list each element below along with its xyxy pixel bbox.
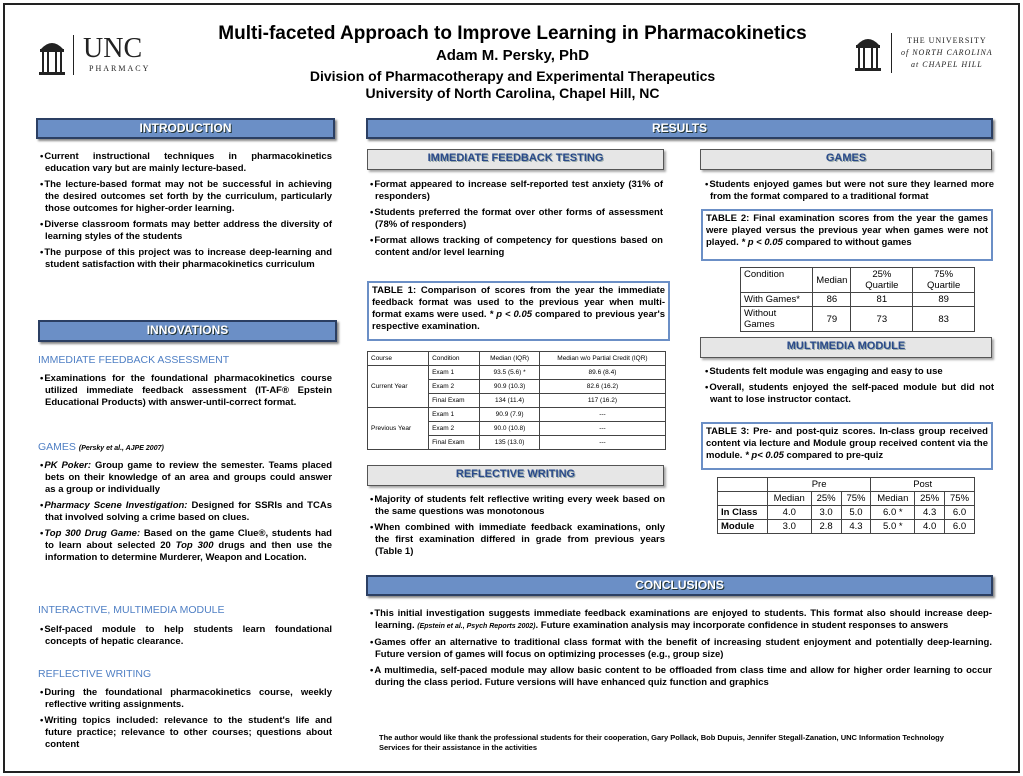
list-item: • The lecture-based format may not be successful in achieving the desired outcomes set forth by the curriculum, particularly those outcomes for higher-order learning. — [37, 179, 332, 215]
list-item: • Games offer an alternative to traditional class format with the benefit of increasing student enjoyment and potentially deep-learning. Future version of games will focus on optimizing processes (e.g., group size) — [367, 637, 992, 661]
table1 — [367, 351, 666, 450]
table-row: Final Exam 135 (13.0) --- — [368, 436, 666, 450]
table-row: Current Year Exam 1 93.5 (5.6) * 89.6 (8.4) — [368, 366, 666, 380]
games-results-heading: GAMES — [700, 149, 992, 170]
reflective-writing-list — [37, 687, 332, 755]
results-heading: RESULTS — [366, 118, 993, 139]
poster-division: Division of Pharmacotherapy and Experimental Therapeutics — [309, 68, 716, 84]
list-item: • Current instructional techniques in pharmacokinetics education vary but are mainly lecture-based. — [37, 151, 332, 175]
list-item: • This initial investigation suggests immediate feedback examinations are enjoyed to students. This format also should increase deep-learning. (Epstein et al., Psych Reports 2002). Future examination analysis may incorporate confidence in student responses to answers — [367, 608, 992, 633]
table-row: Previous Year Exam 1 90.9 (7.9) --- — [368, 408, 666, 422]
list-item: • Overall, students enjoyed the self-paced module but did not want to lose instructor contact. — [702, 382, 994, 406]
logo-pharmacy-text: PHARMACY — [89, 64, 151, 73]
list-item: • Self-paced module to help students learn foundational concepts of hepatic clearance. — [37, 624, 332, 648]
conclusions-heading: CONCLUSIONS — [366, 575, 993, 596]
table-row: Exam 2 90.9 (10.3) 82.6 (16.2) — [368, 380, 666, 394]
table-row: Exam 2 90.0 (10.8) --- — [368, 422, 666, 436]
list-item: • Students preferred the format over other forms of assessment (78% of responders) — [367, 207, 663, 231]
list-item: • Examinations for the foundational pharmacokinetics course utilized immediate feedback assessment (IT-AF® Epstein Educational Products) with answer-until-correct format. — [37, 373, 332, 409]
list-item: • A multimedia, self-paced module may allow basic content to be offloaded from class time and allow for higher order learning to occur during the class period. Future versions will have enhanced quiz function and graphics — [367, 665, 992, 689]
logo-line-2: of NORTH CAROLINA — [901, 48, 993, 57]
games-list — [37, 460, 332, 568]
reflective-writing-results-heading: REFLECTIVE WRITING — [367, 465, 664, 486]
table-row: Final Exam 134 (11.4) 117 (16.2) — [368, 394, 666, 408]
ift-list — [367, 179, 663, 263]
poster-author: Adam M. Persky, PhD — [435, 47, 590, 64]
table3 — [717, 477, 975, 534]
list-item: • Majority of students felt reflective writing every week based on the same questions was monotonous — [367, 494, 665, 518]
list-item: • Students enjoyed games but were not sure they learned more from the format compared to a traditional format — [702, 179, 994, 203]
old-well-icon — [39, 37, 65, 77]
list-item: • Writing topics included: relevance to the student's life and future practice; relevance to other courses; questions about content — [37, 715, 332, 751]
ifa-list — [37, 373, 332, 413]
table1-caption: TABLE 1: Comparison of scores from the year the immediate feedback format was used to the previous year when multi-format exams were used. * p < 0.05 compared to previous year's respective examination. — [367, 281, 670, 341]
list-item: • PK Poker: Group game to review the semester. Teams placed bets on their knowledge of an area and groups could answer as a group or individually — [37, 460, 332, 496]
unc-chapel-hill-logo — [855, 33, 1015, 77]
introduction-list — [37, 151, 332, 275]
ifa-subheading: IMMEDIATE FEEDBACK ASSESSMENT — [38, 354, 230, 366]
table-header-row: Median 25% 75% Median 25% 75% — [718, 492, 975, 506]
table-row: In Class 4.0 3.0 5.0 6.0 * 4.3 6.0 — [718, 506, 975, 520]
introduction-heading: INTRODUCTION — [36, 118, 335, 139]
list-item: • When combined with immediate feedback examinations, only the first examination differed in grade from previous years (Table 1) — [367, 522, 665, 558]
logo-line-3: at CHAPEL HILL — [911, 60, 983, 69]
multimedia-subheading: INTERACTIVE, MULTIMEDIA MODULE — [38, 604, 225, 616]
list-item: • Top 300 Drug Game: Based on the game Clue®, students had to learn about selected 20 Top 300 drugs and then use the information to determine Murderer, Weapon and Location. — [37, 528, 332, 564]
list-item: • Format allows tracking of competency for questions based on content and/or level learning — [367, 235, 663, 259]
reflective-writing-results-list — [367, 494, 665, 562]
multimedia-list — [37, 624, 332, 652]
table-row: With Games* 86 81 89 — [741, 293, 975, 307]
conclusions-list — [367, 608, 992, 693]
list-item: • Students felt module was engaging and easy to use — [702, 366, 994, 378]
table-header-row: Condition Median 25% Quartile 75% Quartile — [741, 268, 975, 293]
table-header-row: Course Condition Median (IQR) Median w/o Partial Credit (IQR) — [368, 352, 666, 366]
logo-unc-text: UNC — [83, 33, 143, 64]
games-results-list — [702, 179, 994, 207]
poster-header — [5, 5, 1018, 108]
poster — [3, 3, 1020, 773]
table-row: Module 3.0 2.8 4.3 5.0 * 4.0 6.0 — [718, 520, 975, 534]
list-item: • The purpose of this project was to increase deep-learning and student satisfaction with their pharmacokinetics curriculum — [37, 247, 332, 271]
table2-caption: TABLE 2: Final examination scores from the year the games were played versus the previous year when games were not played. * p < 0.05 compared to without games — [701, 209, 993, 261]
logo-line-1: THE UNIVERSITY — [907, 36, 987, 45]
poster-title: Multi-faceted Approach to Improve Learning in Pharmacokinetics — [218, 23, 807, 44]
list-item: • Pharmacy Scene Investigation: Designed for SSRIs and TCAs that involved solving a crime based on clues. — [37, 500, 332, 524]
multimedia-results-list — [702, 366, 994, 410]
innovations-heading: INNOVATIONS — [38, 320, 337, 342]
reflective-writing-subheading: REFLECTIVE WRITING — [38, 668, 152, 680]
old-well-icon — [855, 33, 881, 73]
table2 — [740, 267, 975, 332]
poster-university: University of North Carolina, Chapel Hill, NC — [365, 85, 660, 101]
games-citation: (Persky et al., AJPE 2007) — [78, 445, 164, 452]
games-subheading: GAMES (Persky et al., AJPE 2007) — [38, 441, 164, 453]
table-header-row: Pre Post — [718, 478, 975, 492]
list-item: • Format appeared to increase self-reported test anxiety (31% of responders) — [367, 179, 663, 203]
table-row: Without Games 79 73 83 — [741, 307, 975, 332]
list-item: • During the foundational pharmacokinetics course, weekly reflective writing assignments. — [37, 687, 332, 711]
table3-caption: TABLE 3: Pre- and post-quiz scores. In-class group received content via lecture and Module group received content via the module. * p< 0.05 compared to pre-quiz — [701, 422, 993, 470]
unc-pharmacy-logo — [39, 35, 163, 79]
acknowledgements: The author would like thank the professional students for their cooperation, Gary Pollack, Bob Dupuis, Jennifer Stegall-Zanation, UNC Information Technology Services for their assistance in the activities — [379, 733, 944, 752]
multimedia-results-heading: MULTIMEDIA MODULE — [700, 337, 992, 358]
list-item: • Diverse classroom formats may better address the diversity of learning styles of the students — [37, 219, 332, 243]
ift-heading: IMMEDIATE FEEDBACK TESTING — [367, 149, 664, 170]
